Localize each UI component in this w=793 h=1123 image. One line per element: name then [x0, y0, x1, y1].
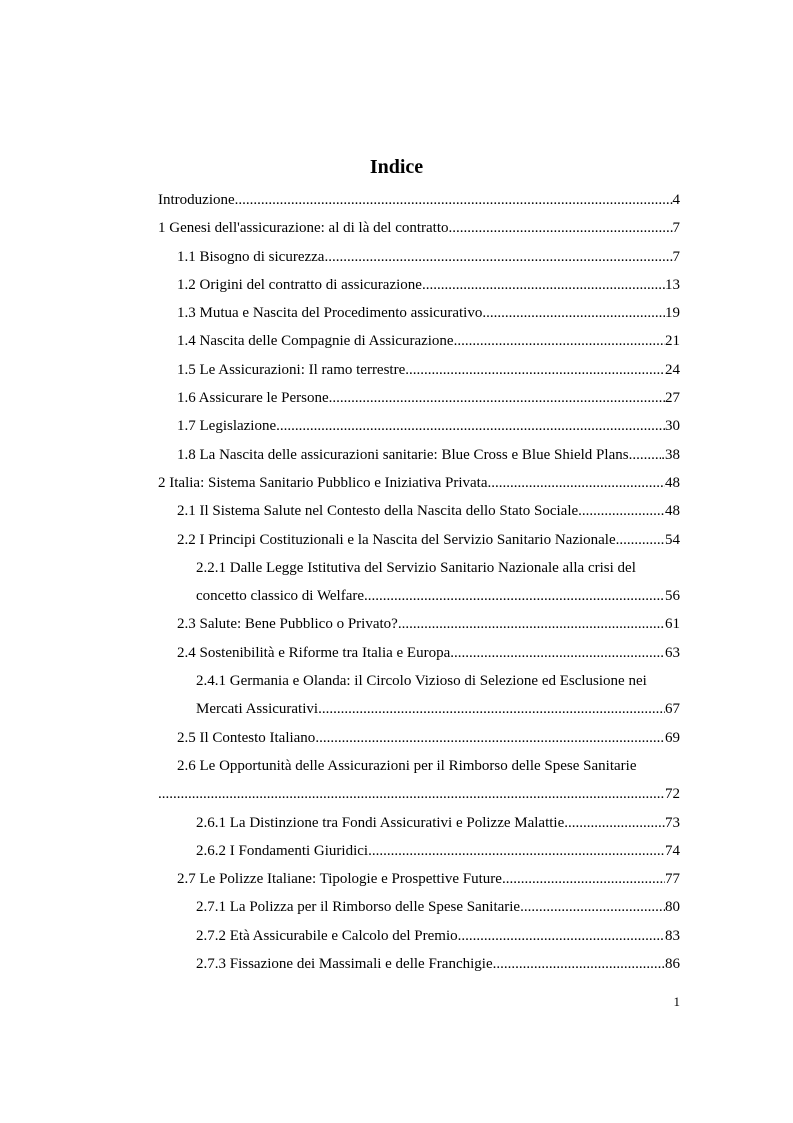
toc-leader-dots	[502, 865, 665, 893]
toc-entry-page: 56	[665, 588, 680, 605]
toc-entry	[158, 865, 680, 893]
toc-leader-dots	[488, 469, 665, 497]
toc-entry	[158, 922, 680, 950]
toc-leader-dots	[450, 639, 665, 667]
toc-entry-title: 2.6 Le Opportunità delle Assicurazioni per il Rimborso delle Spese Sanitarie	[177, 757, 637, 774]
toc-entry-page: 30	[665, 418, 680, 435]
toc-entry-page: 80	[665, 899, 680, 916]
toc-entry	[158, 893, 680, 921]
toc-entry	[158, 780, 680, 808]
toc-entry-title: 1.7 Legislazione	[177, 418, 277, 435]
toc-entry	[158, 469, 680, 497]
toc-entry	[158, 271, 680, 299]
toc-entry	[158, 752, 680, 780]
toc-entry-title: 2.7.2 Età Assicurabile e Calcolo del Premio	[196, 927, 458, 944]
toc-entry-page: 48	[665, 474, 680, 491]
table-of-contents	[158, 186, 680, 978]
toc-leader-dots	[458, 922, 665, 950]
toc-leader-dots	[405, 356, 665, 384]
toc-entry-title: 1.6 Assicurare le Persone	[177, 390, 329, 407]
toc-entry-page: 83	[665, 927, 680, 944]
toc-entry-title: Mercati Assicurativi	[196, 701, 319, 718]
toc-entry-title: 1.8 La Nascita delle assicurazioni sanitarie: Blue Cross e Blue Shield Plans	[177, 446, 629, 463]
toc-entry-title: 2.1 Il Sistema Salute nel Contesto della Nascita dello Stato Sociale	[177, 503, 579, 520]
toc-entry	[158, 950, 680, 978]
toc-entry	[158, 384, 680, 412]
toc-entry-title: 2.4.1 Germania e Olanda: il Circolo Vizioso di Selezione ed Esclusione nei	[196, 673, 647, 690]
toc-entry	[158, 497, 680, 525]
toc-leader-dots	[329, 384, 665, 412]
toc-entry-title: 2.6.2 I Fondamenti Giuridici	[196, 842, 369, 859]
toc-leader-dots	[454, 327, 665, 355]
toc-entry-title: 1.4 Nascita delle Compagnie di Assicurazione	[177, 333, 454, 350]
toc-leader-dots	[564, 809, 665, 837]
toc-leader-dots	[276, 412, 665, 440]
toc-entry-title: 2 Italia: Sistema Sanitario Pubblico e Iniziativa Privata	[158, 474, 488, 491]
toc-entry-page: 63	[665, 644, 680, 661]
toc-leader-dots	[398, 610, 665, 638]
toc-entry-page: 74	[665, 842, 680, 859]
toc-entry-title: 2.7 Le Polizze Italiane: Tipologie e Prospettive Future	[177, 871, 502, 888]
toc-entry-title: 2.2 I Principi Costituzionali e la Nascita del Servizio Sanitario Nazionale	[177, 531, 616, 548]
toc-entry-title: 1.2 Origini del contratto di assicurazione	[177, 276, 422, 293]
toc-entry-page: .38	[661, 446, 680, 463]
toc-leader-dots	[452, 214, 672, 242]
toc-entry-page: 73	[665, 814, 680, 831]
toc-entry-page: 67	[665, 701, 680, 718]
toc-entry	[158, 186, 680, 214]
toc-entry-title: 1 Genesi dell'assicurazione: al di là del contratto.	[158, 220, 453, 237]
toc-entry	[158, 327, 680, 355]
toc-leader-dots	[520, 893, 665, 921]
toc-leader-dots	[315, 724, 665, 752]
toc-leader-dots	[235, 186, 673, 214]
toc-entry-title: Introduzione	[158, 192, 235, 208]
toc-entry-page: 61	[665, 616, 680, 633]
toc-entry-page: 24	[665, 361, 680, 378]
toc-entry	[158, 582, 680, 610]
toc-entry	[158, 243, 680, 271]
toc-entry	[158, 695, 680, 723]
toc-entry-page: 7	[672, 220, 680, 237]
toc-entry-title: concetto classico di Welfare	[196, 588, 365, 605]
toc-entry-title: 2.4 Sostenibilità e Riforme tra Italia e Europa	[177, 644, 451, 661]
toc-entry-page: 86	[665, 956, 680, 973]
toc-entry-title: 1.5 Le Assicurazioni: Il ramo terrestre	[177, 361, 406, 378]
toc-leader-dots	[422, 271, 665, 299]
toc-entry	[158, 610, 680, 638]
toc-entry	[158, 412, 680, 440]
toc-entry	[158, 441, 680, 469]
toc-leader-dots	[368, 837, 665, 865]
toc-leader-dots	[364, 582, 665, 610]
toc-entry	[158, 837, 680, 865]
toc-entry-page: 27	[665, 390, 680, 407]
toc-leader-dots	[578, 497, 665, 525]
toc-entry-page: 21	[665, 333, 680, 350]
toc-leader-dots	[318, 695, 665, 723]
toc-entry-title: 2.2.1 Dalle Legge Istitutiva del Servizio Sanitario Nazionale alla crisi del	[196, 559, 636, 576]
toc-leader-dots	[482, 299, 665, 327]
toc-entry-page: 54	[665, 531, 680, 548]
toc-leader-dots	[158, 780, 665, 808]
page-number: 1	[673, 994, 680, 1009]
toc-leader-dots	[493, 950, 665, 978]
toc-entry	[158, 526, 680, 554]
toc-leader-dots	[616, 526, 665, 554]
toc-entry-page: 77	[665, 871, 680, 888]
toc-entry-page: 72	[665, 786, 680, 803]
toc-entry	[158, 724, 680, 752]
toc-entry-page: 19	[665, 305, 680, 322]
toc-leader-dots	[629, 441, 662, 469]
toc-entry-title: 1.1 Bisogno di sicurezza	[177, 248, 325, 265]
page-title: Indice	[369, 156, 424, 179]
toc-entry	[158, 809, 680, 837]
toc-entry-title: 2.6.1 La Distinzione tra Fondi Assicurativi e Polizze Malattie	[196, 814, 565, 831]
toc-entry-page: 4	[672, 192, 680, 208]
toc-entry-page: 69	[665, 729, 680, 746]
toc-entry-title: 2.5 Il Contesto Italiano	[177, 729, 316, 746]
toc-entry	[158, 356, 680, 384]
toc-entry-title: 2.7.1 La Polizza per il Rimborso delle Spese Sanitarie	[196, 899, 521, 916]
toc-leader-dots	[324, 243, 672, 271]
toc-entry-title: 1.3 Mutua e Nascita del Procedimento assicurativo	[177, 305, 483, 322]
toc-entry-title: 2.3 Salute: Bene Pubblico o Privato?	[177, 616, 398, 633]
toc-entry-page: 13	[665, 276, 680, 293]
toc-entry	[158, 554, 680, 582]
toc-entry	[158, 667, 680, 695]
toc-entry	[158, 299, 680, 327]
toc-entry-page: 7	[672, 248, 680, 265]
toc-entry-title: 2.7.3 Fissazione dei Massimali e delle Franchigie	[196, 956, 493, 973]
toc-entry	[158, 639, 680, 667]
toc-entry-page: 48	[665, 503, 680, 520]
toc-entry	[158, 214, 680, 242]
